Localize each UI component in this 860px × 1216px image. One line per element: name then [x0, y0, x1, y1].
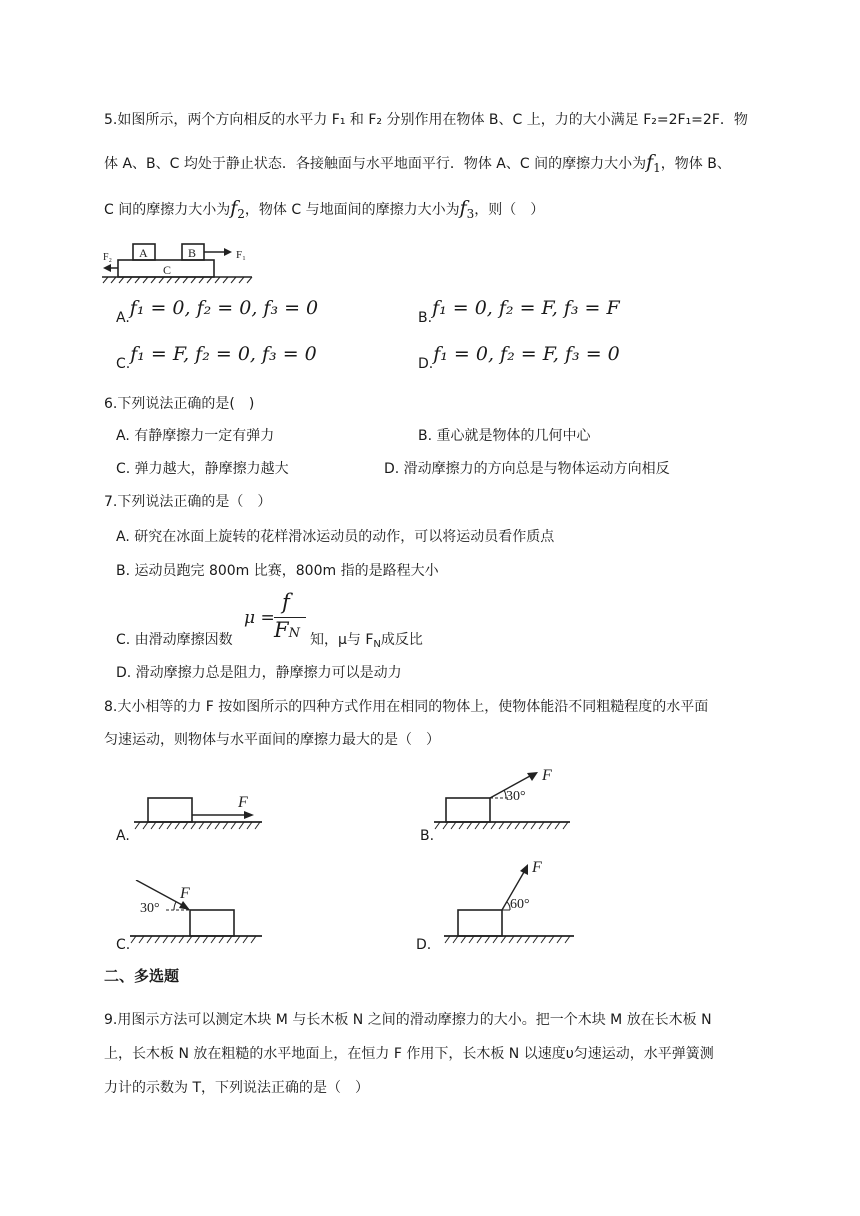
q5-stem-line3 — [104, 198, 544, 224]
q7-option-c[interactable]: C. 由滑动摩擦因数 — [116, 632, 233, 648]
q5-stem-line3-text: C 间的摩擦力大小为 — [104, 202, 231, 218]
svg-text:60°: 60° — [510, 897, 530, 912]
f1-symbol: $f_1$ — [646, 151, 661, 175]
q8-option-b[interactable]: B. — [420, 828, 435, 844]
q5-option-d-formula: f₁ = 0, f₂ = F, f₃ = 0 — [433, 343, 620, 365]
q5-option-a-formula: f₁ = 0, f₂ = 0, f₃ = 0 — [129, 297, 319, 319]
label-a: A — [139, 246, 148, 260]
svg-text:30°: 30° — [506, 789, 526, 804]
q7-option-b[interactable]: B. 运动员跑完 800m 比赛，800m 指的是路程大小 — [116, 563, 439, 579]
f1-arrow — [224, 248, 232, 256]
svg-text:F: F — [180, 885, 190, 902]
force-arrow-a — [244, 811, 254, 819]
svg-text:F: F — [238, 794, 248, 811]
section-heading: 二、多选题 — [104, 967, 180, 985]
q5-option-b-formula: f₁ = 0, f₂ = F, f₃ = F — [432, 297, 620, 319]
q8-stem-line1: 8.大小相等的力 F 按如图所示的四种方式作用在相同的物体上，使物体能沿不同粗糙程度的水平面 — [104, 699, 709, 715]
q8-figure-d — [444, 856, 578, 946]
q5-option-d[interactable]: D.f₁ = 0, f₂ = F, f₃ = 0 — [418, 343, 620, 372]
q7-stem: 7.下列说法正确的是（ ） — [104, 494, 272, 510]
q6-stem: 6.下列说法正确的是( ) — [104, 396, 255, 412]
q5-stem-line3-mid: ，物体 C 与地面间的摩擦力大小为 — [244, 202, 460, 218]
q5-stem-line1: 5.如图所示，两个方向相反的水平力 F₁ 和 F₂ 分别作用在物体 B、C 上，力的大小满足 F₂=2F₁=2F．物 — [104, 112, 748, 128]
q8-option-a[interactable]: A. — [116, 828, 130, 844]
q5-option-c[interactable]: C.f₁ = F, f₂ = 0, f₃ = 0 — [116, 343, 317, 372]
q9-stem-line2: 上，长木板 N 放在粗糙的水平地面上，在恒力 F 作用下，长木板 N 以速度υ匀速运动，水平弹簧测 — [104, 1046, 714, 1062]
label-f1: F₁ — [236, 249, 246, 261]
q8-option-c[interactable]: C. — [116, 937, 131, 953]
q7-option-c-tail: 知，μ与 $F_N$成反比 — [310, 632, 423, 650]
q6-option-a[interactable]: A. 有静摩擦力一定有弹力 — [116, 428, 275, 444]
label-b: B — [188, 246, 197, 260]
q5-option-a[interactable]: A.f₁ = 0, f₂ = 0, f₃ = 0 — [116, 297, 319, 326]
q8-figure-a — [134, 790, 264, 832]
q8-stem-line2: 匀速运动，则物体与水平面间的摩擦力最大的是（ ） — [104, 732, 440, 748]
f2-symbol: $f_2$ — [230, 197, 245, 221]
q9-stem-line1: 9.用图示方法可以测定木块 M 与长木板 N 之间的滑动摩擦力的大小。把一个木块 M 放在长木板 N — [104, 1012, 712, 1028]
q9-stem-line3: 力计的示数为 T，下列说法正确的是（ ） — [104, 1080, 370, 1096]
q5-stem-line2-tail: ，物体 B、 — [660, 156, 731, 172]
q5-stem-line2-text: 体 A、B、C 均处于静止状态．各接触面与水平地面平行．物体 A、C 间的摩擦力大小为 — [104, 156, 647, 172]
f2-arrow — [103, 264, 111, 272]
force-arrow-c — [179, 901, 190, 910]
q5-stem-line2 — [104, 152, 731, 178]
q8-option-d[interactable]: D. — [416, 937, 432, 953]
ground-hatch — [103, 277, 252, 283]
label-f2: F₂ — [103, 252, 113, 263]
q5-option-c-formula: f₁ = F, f₂ = 0, f₃ = 0 — [130, 343, 317, 365]
mu-formula: μ = f FN — [244, 592, 308, 648]
q6-option-b[interactable]: B. 重心就是物体的几何中心 — [418, 428, 591, 444]
svg-text:F: F — [532, 859, 542, 876]
q7-option-a[interactable]: A. 研究在冰面上旋转的花样滑冰运动员的动作，可以将运动员看作质点 — [116, 529, 555, 545]
svg-text:30°: 30° — [140, 901, 160, 916]
q5-option-b[interactable]: B.f₁ = 0, f₂ = F, f₃ = F — [418, 297, 620, 326]
q6-option-c[interactable]: C. 弹力越大，静摩擦力越大 — [116, 461, 289, 477]
label-c: C — [163, 263, 172, 277]
q6-option-d[interactable]: D. 滑动摩擦力的方向总是与物体运动方向相反 — [384, 461, 670, 477]
q5-figure — [100, 236, 270, 284]
svg-text:F: F — [542, 767, 552, 784]
q5-stem-line3-tail: ，则（ ） — [474, 202, 545, 218]
q7-option-d[interactable]: D. 滑动摩擦力总是阻力，静摩擦力可以是动力 — [116, 665, 402, 681]
q8-figure-b — [434, 766, 574, 832]
q8-figure-c — [126, 880, 266, 946]
f3-symbol: $f_3$ — [459, 197, 475, 221]
